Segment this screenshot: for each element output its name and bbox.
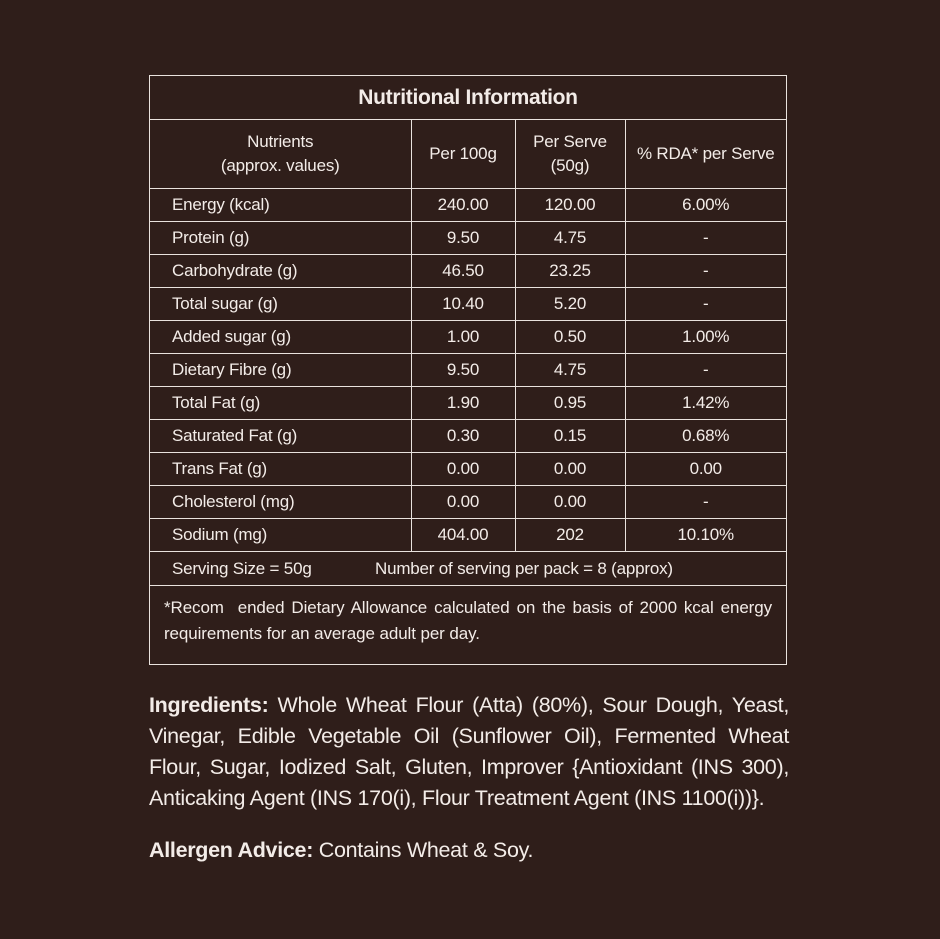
rda-footnote: *Recom ended Dietary Allowance calculated on the basis of 2000 kcal energy requirements for an average adult per day. — [164, 598, 777, 643]
header-nutrients — [150, 120, 411, 189]
perserve-value: 5.20 — [515, 288, 625, 321]
nutrient-name: Sodium (mg) — [150, 519, 411, 552]
nutrient-name: Trans Fat (g) — [150, 453, 411, 486]
header-per-serve — [515, 120, 625, 189]
rda-value: 1.00% — [625, 321, 786, 354]
table-row — [150, 486, 786, 519]
rda-value: - — [625, 288, 786, 321]
perserve-value: 202 — [515, 519, 625, 552]
table-row — [150, 189, 786, 222]
per100g-value: 1.90 — [411, 387, 515, 420]
rda-value: 0.68% — [625, 420, 786, 453]
serving-size: Serving Size = 50g — [172, 558, 312, 578]
per100g-value: 9.50 — [411, 222, 515, 255]
servings-per-pack: Number of serving per pack = 8 (approx) — [375, 558, 673, 578]
allergen-paragraph — [149, 835, 789, 866]
nutrient-name: Protein (g) — [150, 222, 411, 255]
header-perserve-line2: (50g) — [550, 156, 590, 175]
perserve-value: 120.00 — [515, 189, 625, 222]
per100g-value: 9.50 — [411, 354, 515, 387]
nutrient-name: Added sugar (g) — [150, 321, 411, 354]
serving-info-row — [150, 552, 786, 586]
header-nutrients-line2: (approx. values) — [220, 156, 340, 175]
per100g-value: 46.50 — [411, 255, 515, 288]
table-row — [150, 453, 786, 486]
allergen-label: Allergen Advice: — [149, 838, 314, 862]
rda-value: - — [625, 255, 786, 288]
per100g-value: 0.00 — [411, 486, 515, 519]
rda-value: - — [625, 354, 786, 387]
ingredients-text: Whole Wheat Flour (Atta) (80%), Sour Dough, Yeast, Vinegar, Edible Vegetable Oil (Sunflower Oil), Fermented Wheat Flour, Sugar, Iodized Salt, Gluten, Improver {Antioxidant (INS 300), Anticaking Agent (INS 170(i), Flour Treatment Agent (INS 1100(i))}. — [149, 693, 789, 810]
rda-value: 10.10% — [625, 519, 786, 552]
header-nutrients-line1: Nutrients — [247, 132, 314, 151]
perserve-value: 0.00 — [515, 453, 625, 486]
nutrient-name: Total Fat (g) — [150, 387, 411, 420]
nutrient-name: Energy (kcal) — [150, 189, 411, 222]
table-row — [150, 420, 786, 453]
perserve-value: 4.75 — [515, 222, 625, 255]
nutrient-name: Dietary Fibre (g) — [150, 354, 411, 387]
per100g-value: 0.00 — [411, 453, 515, 486]
nutrition-table-panel — [149, 75, 787, 665]
rda-value: - — [625, 222, 786, 255]
rda-value: 0.00 — [625, 453, 786, 486]
ingredients-paragraph — [149, 690, 789, 814]
perserve-value: 0.95 — [515, 387, 625, 420]
perserve-value: 0.50 — [515, 321, 625, 354]
table-row — [150, 321, 786, 354]
per100g-value: 10.40 — [411, 288, 515, 321]
perserve-value: 0.00 — [515, 486, 625, 519]
table-row — [150, 354, 786, 387]
nutrient-name: Saturated Fat (g) — [150, 420, 411, 453]
header-rda: % RDA* per Serve — [625, 120, 786, 189]
nutrition-table — [150, 120, 786, 552]
nutrient-name: Carbohydrate (g) — [150, 255, 411, 288]
perserve-value: 4.75 — [515, 354, 625, 387]
rda-value: 1.42% — [625, 387, 786, 420]
per100g-value: 1.00 — [411, 321, 515, 354]
table-row — [150, 288, 786, 321]
rda-value: - — [625, 486, 786, 519]
ingredients-label: Ingredients: — [149, 693, 269, 717]
table-title: Nutritional Information — [150, 76, 786, 120]
table-row — [150, 519, 786, 552]
table-row — [150, 222, 786, 255]
header-row — [150, 120, 786, 189]
table-row — [150, 255, 786, 288]
header-perserve-line1: Per Serve — [533, 132, 607, 151]
nutrient-name: Total sugar (g) — [150, 288, 411, 321]
rda-value: 6.00% — [625, 189, 786, 222]
per100g-value: 0.30 — [411, 420, 515, 453]
perserve-value: 23.25 — [515, 255, 625, 288]
per100g-value: 240.00 — [411, 189, 515, 222]
allergen-text: Contains Wheat & Soy. — [318, 838, 534, 862]
perserve-value: 0.15 — [515, 420, 625, 453]
header-per100g: Per 100g — [411, 120, 515, 189]
nutrient-name: Cholesterol (mg) — [150, 486, 411, 519]
table-row — [150, 387, 786, 420]
per100g-value: 404.00 — [411, 519, 515, 552]
